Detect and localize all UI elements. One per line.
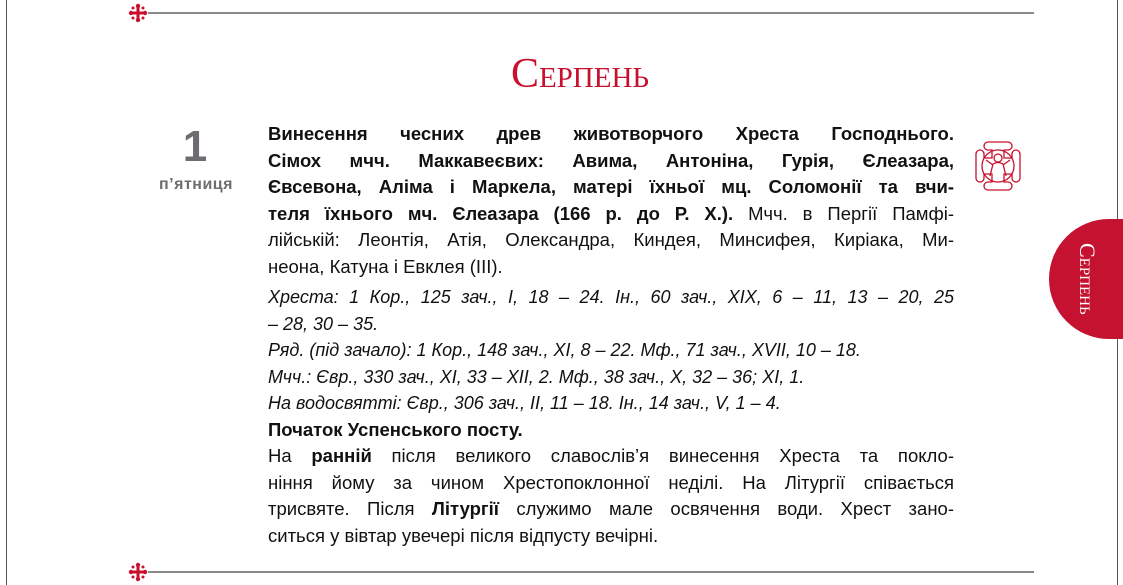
text: ніння йому за чином Хрестопоклонної неділі. На Літургії співається xyxy=(268,471,954,493)
text: Мчч. в Пергії Памфі- xyxy=(733,202,954,224)
weekday: п’ятниця xyxy=(159,176,233,193)
bold-text: Літургії xyxy=(431,498,499,519)
bold-text: теля їхнього мч. Єлеазара (166 р. до Р. Х.). xyxy=(268,202,734,224)
red-cross-ornament-icon xyxy=(128,562,148,582)
text-line xyxy=(268,121,954,148)
text: після великого славослів’я винесення Хреста та покло- xyxy=(371,445,954,466)
bold-text: Євсевона, Аліма і Маркела, матері їхньої мц. Соломонії та вчи- xyxy=(268,176,954,197)
text: ситься у вівтар увечері після відпусту вечірні. xyxy=(268,524,659,546)
text-line xyxy=(268,496,954,523)
month-title: Серпень xyxy=(510,51,650,97)
text: служимо мале освячення води. Хрест зано- xyxy=(498,498,954,519)
bold-text: Початок Успенського посту. xyxy=(268,418,523,440)
reading-reference: – 28, 30 – 35. xyxy=(268,313,379,334)
text-line xyxy=(268,337,954,364)
text: неона, Катуна і Евклея (III). xyxy=(268,255,503,277)
bold-text: ранній xyxy=(311,445,372,466)
text-line xyxy=(268,254,954,281)
page-right-border xyxy=(1117,338,1118,585)
text-line xyxy=(268,311,954,338)
text-line xyxy=(268,523,954,550)
text-line xyxy=(268,284,954,311)
reading-reference: Ряд. (під зачало): 1 Кор., 148 зач., XI, 8 – 22. Мф., 71 зач., XVII, 10 – 18. xyxy=(268,340,861,360)
text-line xyxy=(268,148,954,175)
bold-text: Сімох мчч. Маккавеєвих: Авима, Антоніна, Гурія, Єлеазара, xyxy=(268,149,954,171)
day-number: 1 xyxy=(182,122,208,171)
text-line xyxy=(268,417,954,444)
text-line xyxy=(268,364,954,391)
bold-text: Винесення чесних древ животворчого Хреста Господнього. xyxy=(268,123,954,144)
page-right-border xyxy=(1117,0,1118,222)
top-rule xyxy=(148,12,1034,14)
text: На xyxy=(268,445,312,466)
text-line xyxy=(268,227,954,254)
text: трисвяте. Після xyxy=(268,498,432,519)
page-left-border xyxy=(6,0,7,585)
bottom-rule xyxy=(148,571,1034,573)
text-line xyxy=(268,470,954,497)
text-line xyxy=(268,390,954,417)
text-line xyxy=(268,174,954,201)
text: лійській: Леонтія, Атія, Олександра, Киндея, Минсифея, Киріака, Ми- xyxy=(268,229,954,250)
text-line xyxy=(268,443,954,470)
reading-reference: Хреста: 1 Кор., 125 зач., I, 18 – 24. Ін., 60 зач., XIX, 6 – 11, 13 – 20, 25 xyxy=(268,287,954,307)
month-side-tab-label: Серпень xyxy=(1075,243,1100,315)
red-cross-ornament-icon xyxy=(128,3,148,23)
reading-reference: Мчч.: Євр., 330 зач., XI, 33 – XII, 2. Мф., 38 зач., X, 32 – 36; XI, 1. xyxy=(268,366,805,387)
entry-text xyxy=(268,121,954,549)
reading-reference: На водосвятті: Євр., 306 зач., II, 11 – 18. Ін., 14 зач., V, 1 – 4. xyxy=(268,393,781,413)
cross-with-angel-icon xyxy=(960,128,1036,204)
text-line xyxy=(268,201,954,228)
